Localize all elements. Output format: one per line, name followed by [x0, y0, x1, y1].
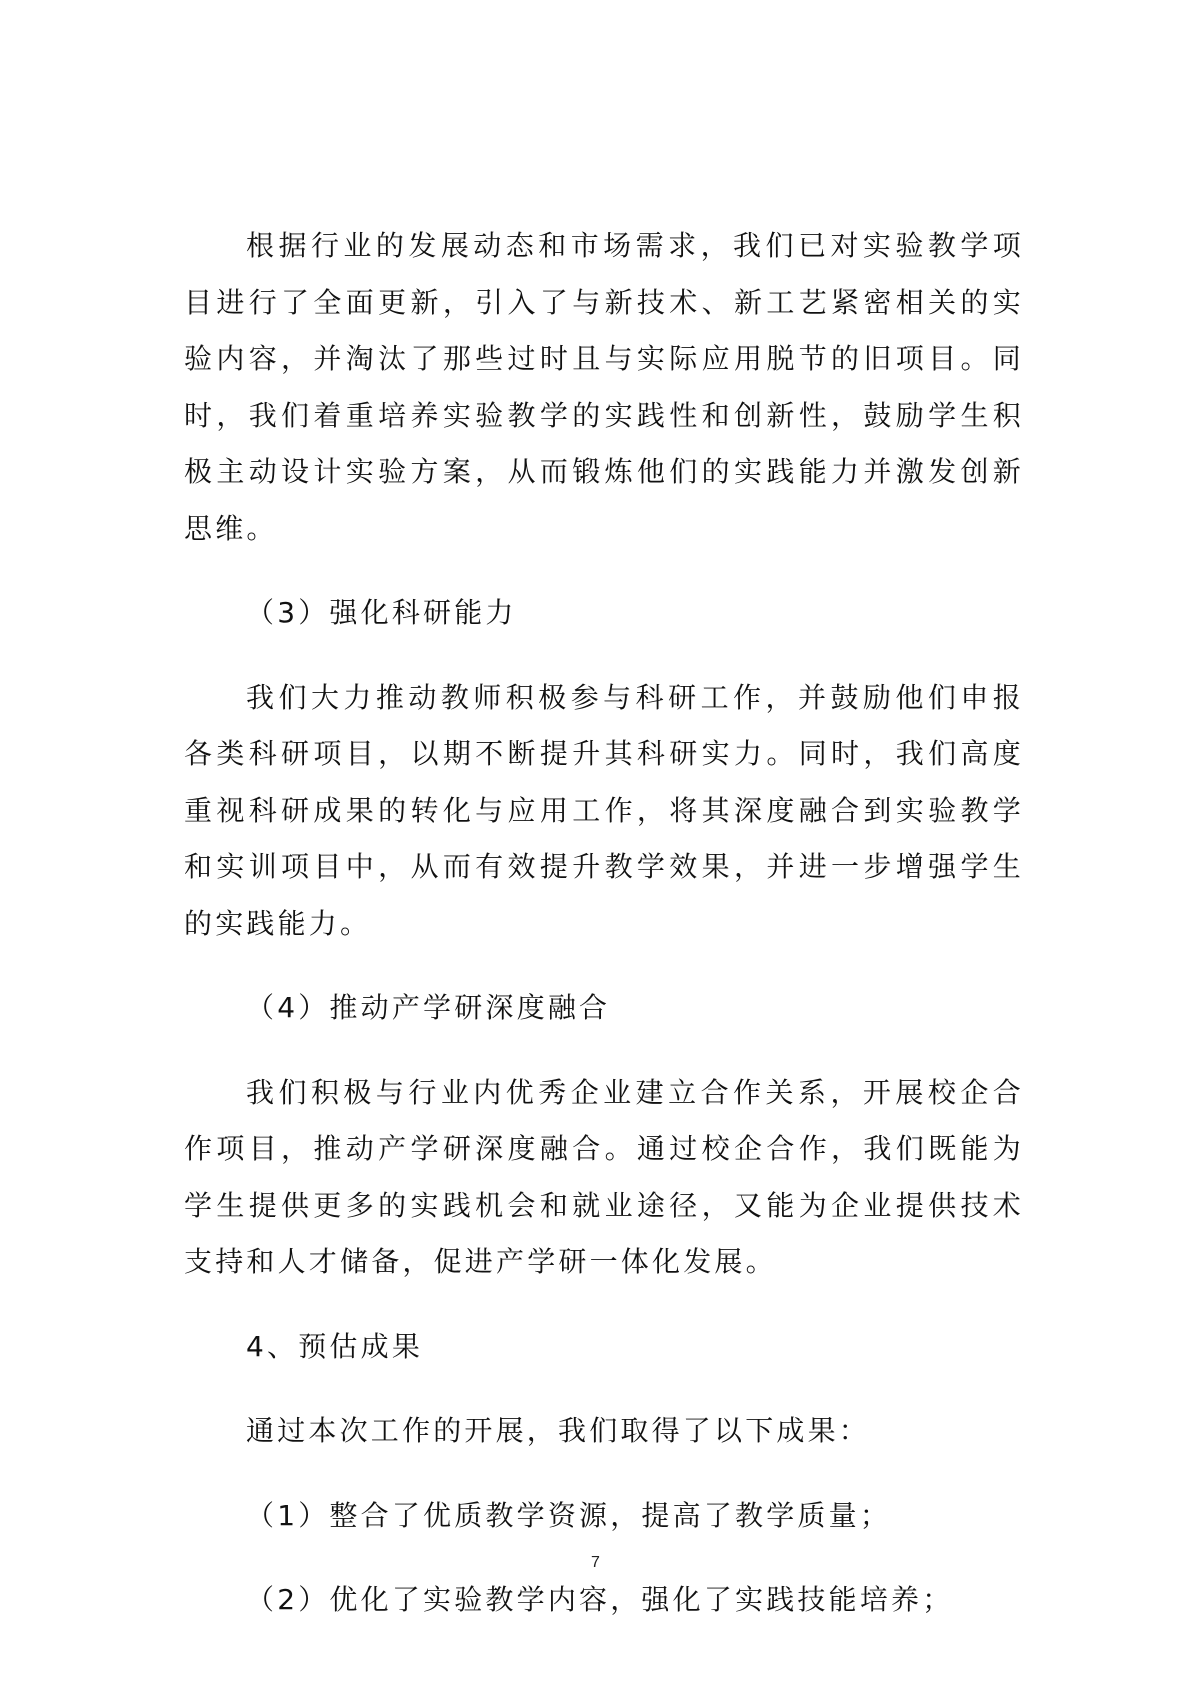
- heading-strengthen-research: （3）强化科研能力: [246, 596, 517, 629]
- spacer: [184, 1037, 1024, 1065]
- paragraph-research-capability: 我们大力推动教师积极参与科研工作，并鼓励他们申报各类科研项目，以期不断提升其科研实力。同时，我们高度重视科研成果的转化与应用工作，将其深度融合到实验教学和实训项目中，从而有效提升教学效果，并进一步增强学生的实践能力。: [184, 680, 1024, 940]
- result-item: （1）整合了优质教学资源，提高了教学质量；: [246, 1498, 892, 1532]
- result-item: （2）优化了实验教学内容，强化了实践技能培养；: [246, 1583, 954, 1616]
- heading-industry-integration: （4）推动产学研深度融合: [246, 991, 611, 1024]
- page-number: 7: [591, 1554, 600, 1571]
- paragraph-experiment-update: 根据行业的发展动态和市场需求，我们已对实验教学项目进行了全面更新，引入了与新技术、新工艺紧密相关的实验内容，并淘汰了那些过时且与实际应用脱节的旧项目。同时，我们着重培养实验教学的实践性和创新性，鼓励学生积极主动设计实验方案，从而锻炼他们的实践能力并激发创新思维。: [184, 229, 1024, 545]
- spacer: [184, 1460, 1024, 1488]
- section-heading-expected-results: 4、预估成果: [246, 1329, 424, 1363]
- spacer: [184, 952, 1024, 980]
- spacer: [184, 557, 1024, 585]
- paragraph-school-enterprise: 我们积极与行业内优秀企业建立合作关系，开展校企合作项目，推动产学研深度融合。通过校企合作，我们既能为学生提供更多的实践机会和就业途径，又能为企业提供技术支持和人才储备，促进产学研一体化发展。: [184, 1075, 1024, 1278]
- spacer: [184, 1375, 1024, 1403]
- results-intro: 通过本次工作的开展，我们取得了以下成果：: [246, 1414, 871, 1447]
- spacer: [184, 1291, 1024, 1319]
- spacer: [184, 642, 1024, 670]
- page-content: [184, 218, 1024, 1629]
